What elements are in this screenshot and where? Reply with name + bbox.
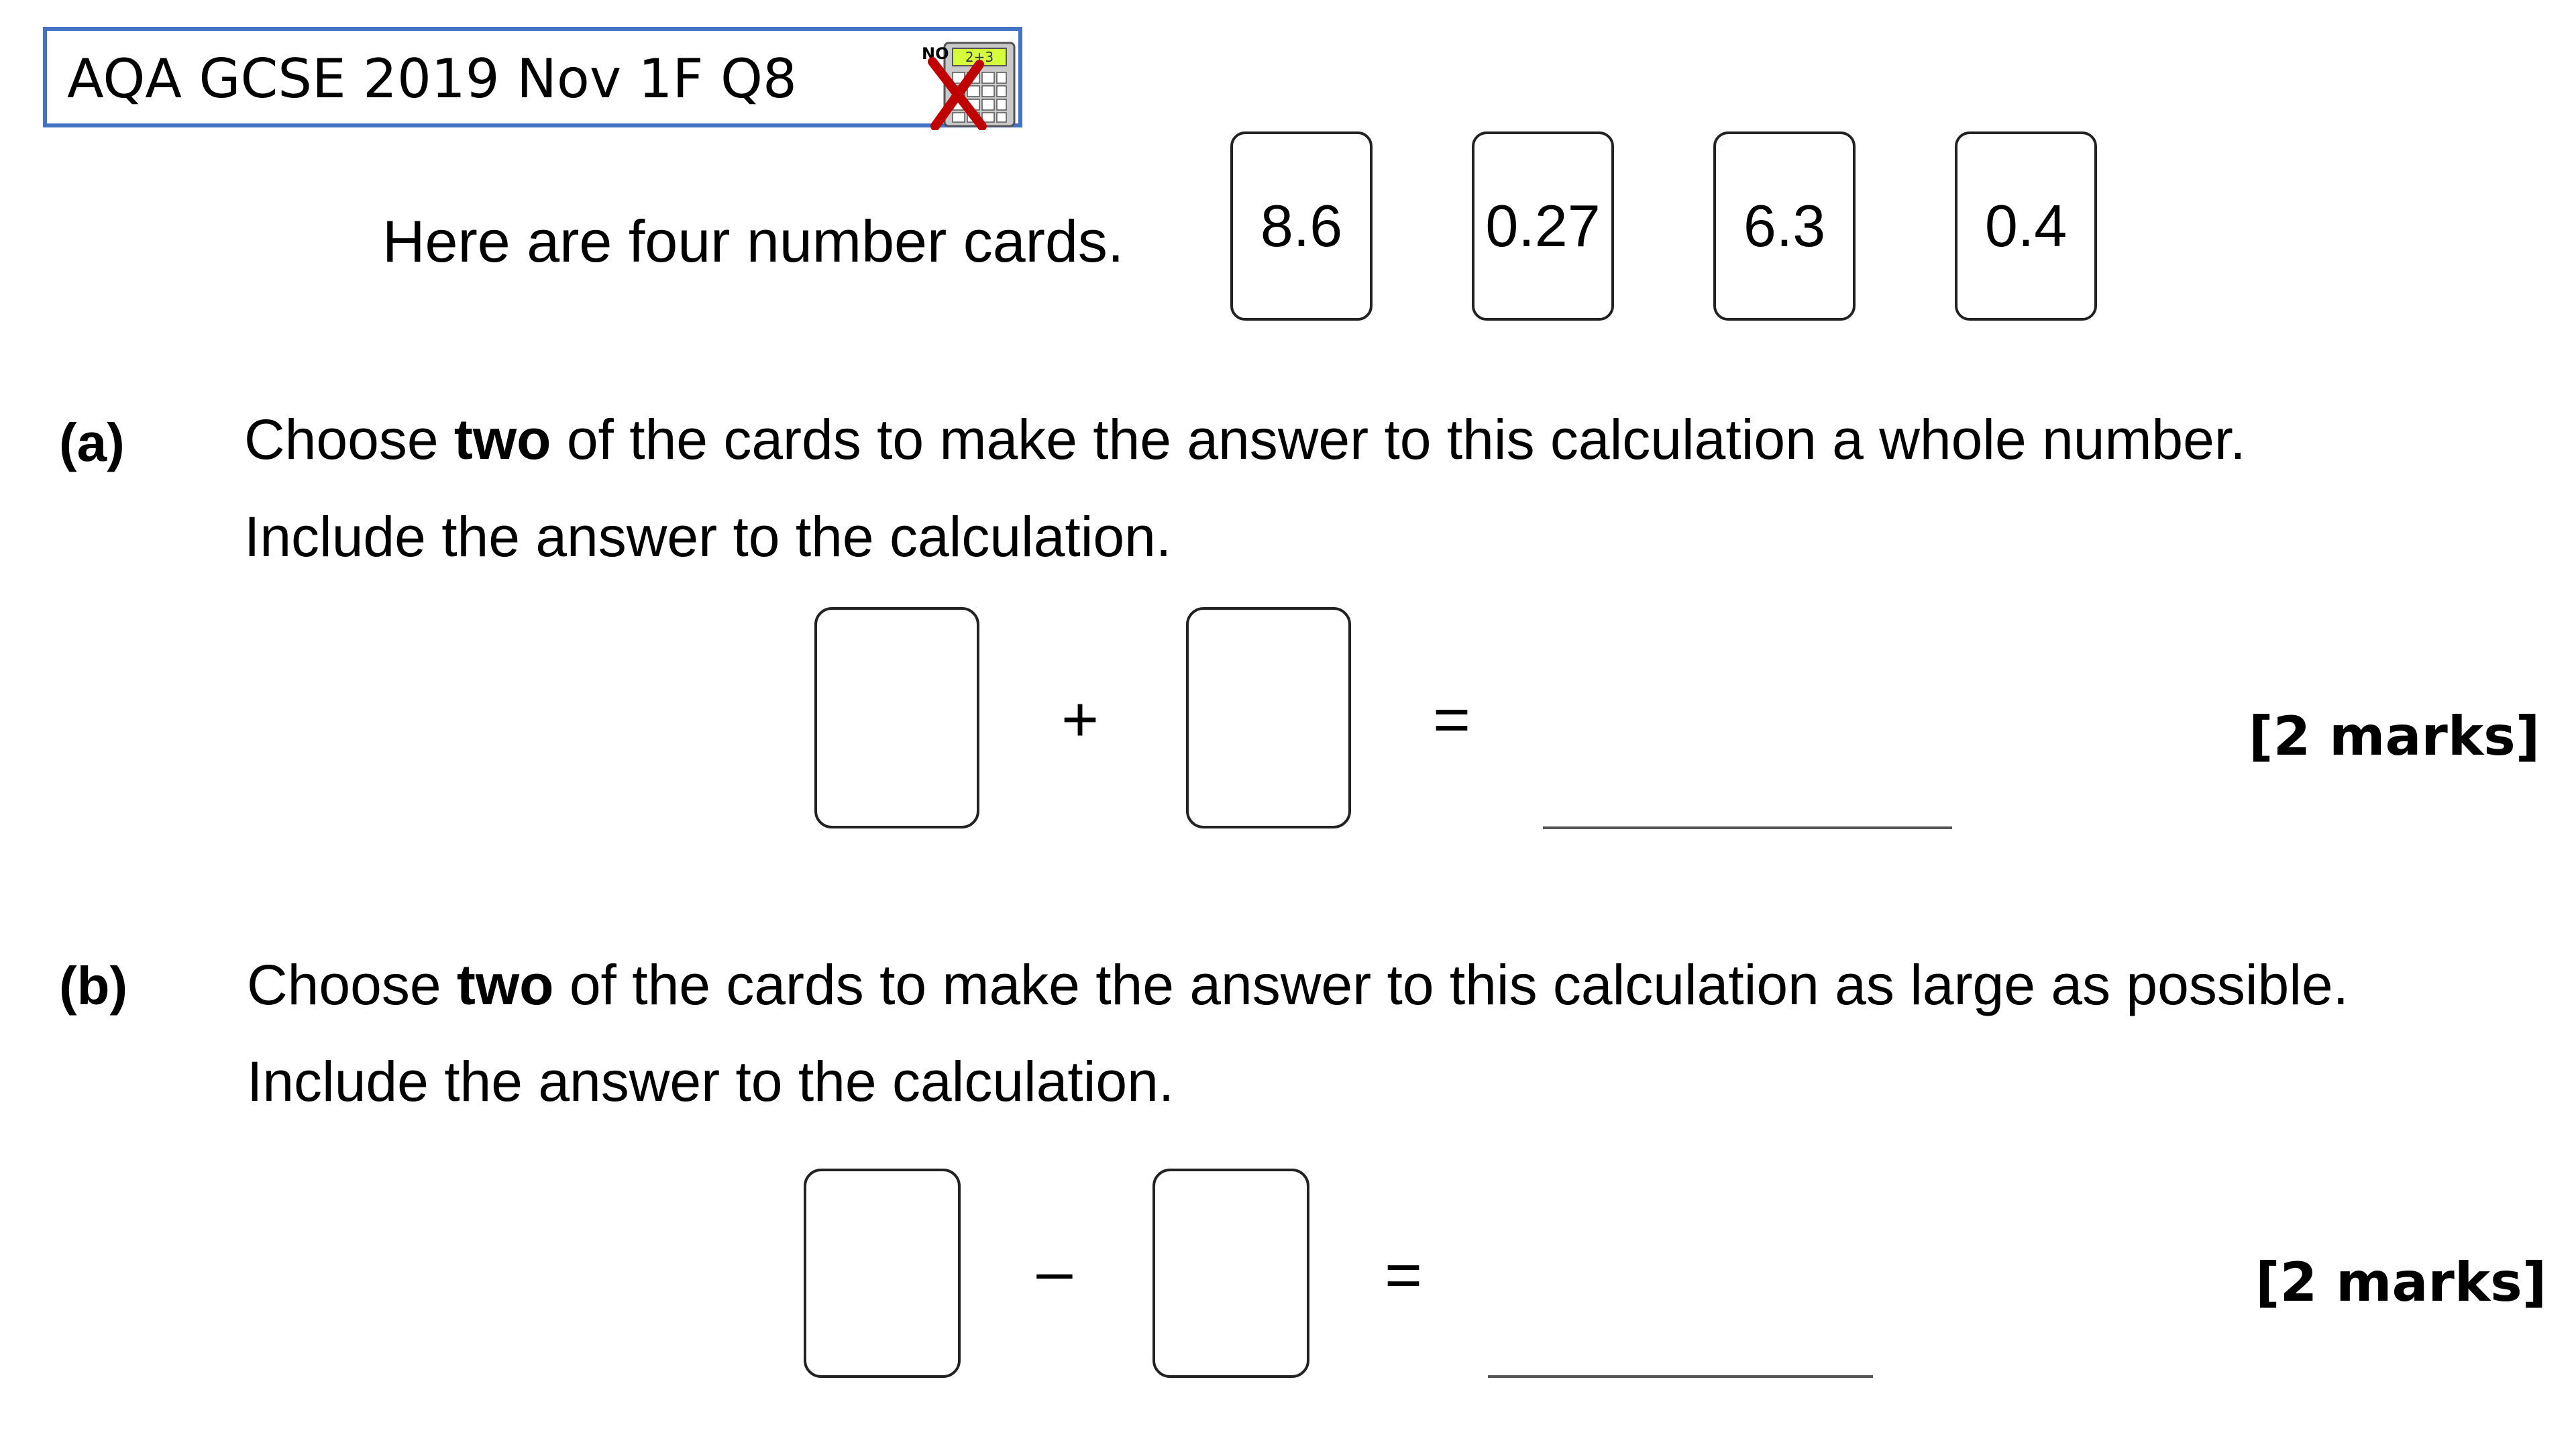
- equals-sign: =: [1384, 1239, 1423, 1311]
- number-card: 0.27: [1472, 131, 1614, 321]
- number-card: 6.3: [1713, 131, 1856, 321]
- part-b-text-end: of the cards to make the answer to this calculation as large as possible.: [553, 953, 2349, 1016]
- part-a-card-slot-2[interactable]: [1186, 607, 1351, 828]
- title-box: [43, 27, 1022, 127]
- part-b-text-start: Choose: [247, 953, 457, 1016]
- part-a-text-end: of the cards to make the answer to this calculation a whole number.: [551, 408, 2246, 471]
- part-a-label: (a): [59, 413, 125, 472]
- part-b-answer-line[interactable]: [1488, 1375, 1873, 1378]
- intro-text: Here are four number cards.: [382, 208, 1124, 274]
- part-b-card-slot-1[interactable]: [804, 1169, 961, 1378]
- part-a-answer-line[interactable]: [1543, 826, 1952, 829]
- part-b-instruction: [247, 951, 2349, 1018]
- part-b-marks: [2 marks]: [2255, 1251, 2547, 1313]
- no-calculator-icon: [912, 36, 1046, 130]
- part-a-text-start: Choose: [244, 408, 454, 471]
- part-a-bold-word: two: [453, 408, 551, 471]
- part-a-card-slot-1[interactable]: [814, 607, 979, 828]
- page-title: AQA GCSE 2019 Nov 1F Q8: [67, 48, 797, 110]
- part-b-bold-word: two: [456, 953, 554, 1016]
- part-a-marks: [2 marks]: [2249, 705, 2540, 767]
- no-badge: NO: [922, 44, 949, 63]
- equals-sign: =: [1432, 684, 1471, 755]
- part-a-instruction: [244, 406, 2246, 473]
- calculator-screen-text: 2+3: [965, 49, 994, 65]
- part-b-card-slot-2[interactable]: [1152, 1169, 1309, 1378]
- part-a-include-text: Include the answer to the calculation.: [244, 505, 1172, 568]
- part-b-include-text: Include the answer to the calculation.: [247, 1050, 1175, 1113]
- minus-sign: –: [1036, 1235, 1073, 1307]
- part-b-label: (b): [59, 956, 128, 1016]
- plus-sign: +: [1061, 684, 1099, 755]
- number-card: 0.4: [1955, 131, 2097, 321]
- number-card: 8.6: [1230, 131, 1373, 321]
